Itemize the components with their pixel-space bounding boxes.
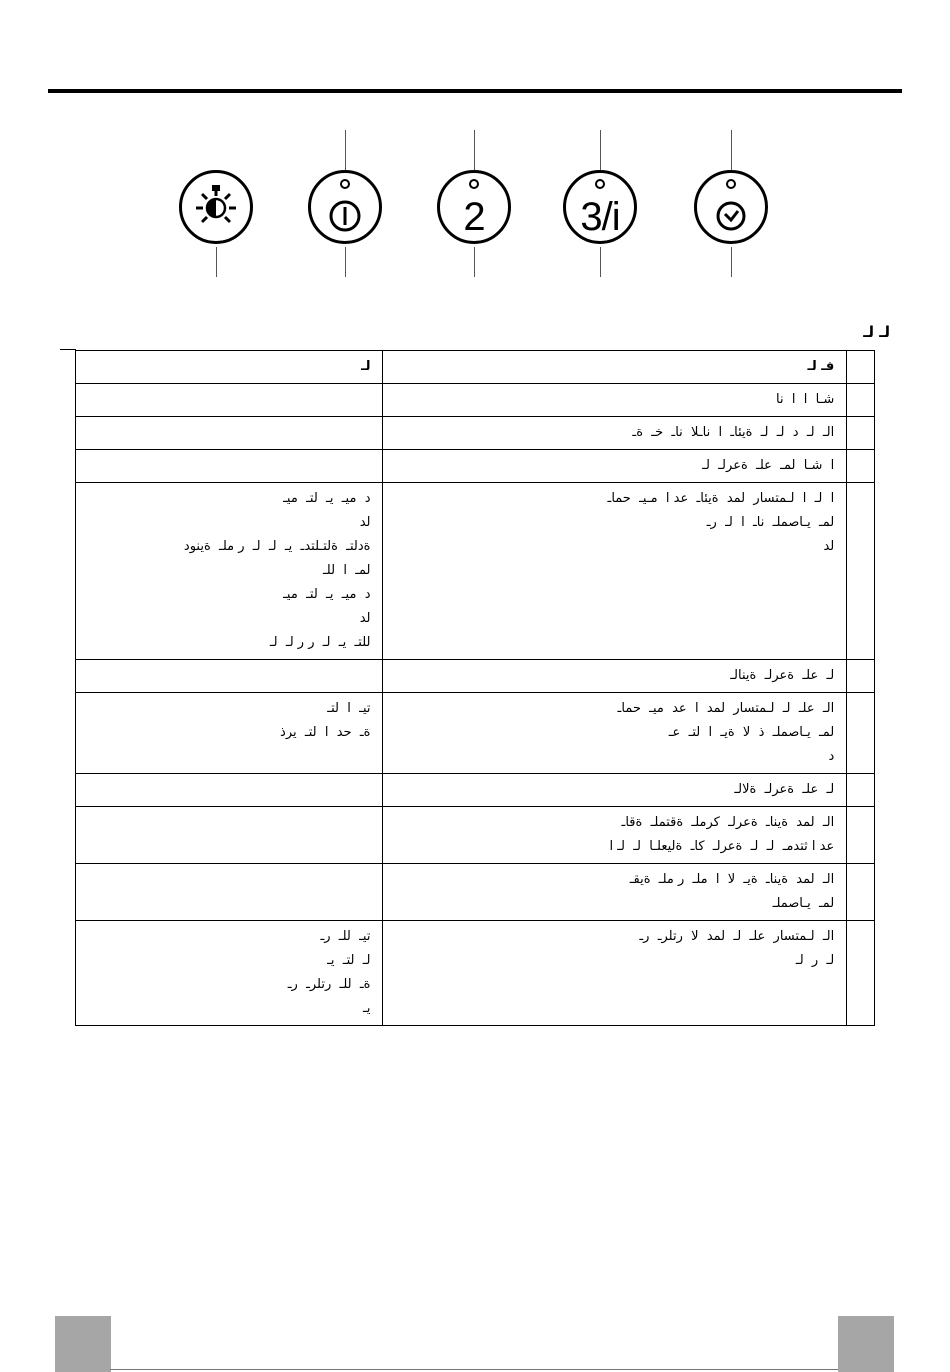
table-row — [76, 807, 875, 864]
note-line: ةـ حد ا لتـ يرذ — [280, 725, 371, 740]
header-note-cell: لـ — [76, 351, 383, 384]
description-line: الـ لمد ةيناـ ةيـ لا ا ملـ ر ملـ ةيقـ — [629, 872, 835, 887]
note-line: تيـ ا لتـ — [327, 701, 371, 716]
table-row — [76, 483, 875, 660]
row-description — [383, 483, 847, 660]
leader-line — [345, 130, 346, 170]
note-line: تيـ للـ رـ — [320, 929, 371, 944]
row-description — [383, 384, 847, 417]
light-button[interactable] — [179, 170, 253, 244]
row-num — [847, 660, 875, 693]
table-row — [76, 660, 875, 693]
note-line: لد — [359, 515, 371, 530]
power-icon — [311, 173, 379, 241]
table-header-row — [76, 351, 875, 384]
description-line: الـ لـ د لـ لـ ةيئاـ ا ناـلا ناـ خـ ةـ — [632, 425, 835, 440]
description-line: الـ لـمتسار علـ لـ لمد لا رتلرـ رـ — [639, 929, 835, 944]
row-note — [76, 450, 383, 483]
note-line: د ميـ يـ لتـ ميـ — [283, 491, 371, 506]
leader-line — [216, 247, 217, 277]
table-row — [76, 693, 875, 774]
description-line: لـ علـ ةعرلـ ةينالـ — [730, 668, 835, 683]
speed-3i-led-indicator — [595, 179, 605, 189]
row-num — [847, 864, 875, 921]
description-line: لد — [823, 539, 835, 554]
row-note — [76, 483, 383, 660]
leader-line — [731, 130, 732, 170]
speed-2-button[interactable] — [437, 170, 511, 244]
row-note — [76, 693, 383, 774]
speed-3i-button[interactable] — [563, 170, 637, 244]
description-line: لـ ر لـ — [795, 953, 835, 968]
row-num — [847, 693, 875, 774]
description-line: الـ علـ لـ لـمتسار لمد ا عد ميـ حماـ — [617, 701, 835, 716]
table-row — [76, 864, 875, 921]
header-function-cell: فـ لـ — [383, 351, 847, 384]
description-line: لمـ يـاصملـ ذ لا ةيـ ا لتـ عـ — [668, 725, 835, 740]
row-description — [383, 921, 847, 1026]
row-note — [76, 384, 383, 417]
description-line: الـ لمد ةيناـ ةعرلـ كرملـ ةقتملـ ةقاـ — [621, 815, 835, 830]
row-num — [847, 384, 875, 417]
row-description — [383, 660, 847, 693]
description-line: د — [828, 749, 835, 764]
section-title: لـ لـ — [863, 323, 890, 341]
footer-block-right — [838, 1316, 894, 1372]
row-description — [383, 807, 847, 864]
description-line: لمـ يـاصملـ ناـ ا لـ رـ — [706, 515, 835, 530]
note-line: لمـ ا للـ — [322, 563, 371, 578]
speed-3i-icon: 3/i — [580, 195, 620, 239]
leader-line — [600, 247, 601, 277]
row-note — [76, 774, 383, 807]
row-num — [847, 450, 875, 483]
row-note — [76, 807, 383, 864]
leader-line — [474, 247, 475, 277]
light-bulb-icon — [182, 173, 250, 241]
description-line: ا شـا لمـ علـ ةعرلـ لـ — [702, 458, 835, 473]
table-row — [76, 921, 875, 1026]
description-line: شـا ا ا نا — [775, 392, 835, 407]
note-line: يـ — [363, 1001, 371, 1016]
row-num — [847, 807, 875, 864]
description-line: لمـ يـاصملـ — [772, 896, 835, 911]
note-line: ةدلتـ ةلتـلتدـ يـ لـ لـ ر ملـ ةينود — [183, 539, 371, 554]
leader-line — [345, 247, 346, 277]
row-description — [383, 693, 847, 774]
row-description — [383, 774, 847, 807]
row-num — [847, 774, 875, 807]
power-button[interactable] — [308, 170, 382, 244]
speed-2-icon: 2 — [463, 195, 485, 239]
note-line: لد — [359, 611, 371, 626]
control-panel-diagram — [0, 0, 950, 300]
row-description — [383, 864, 847, 921]
description-line: عد ا ثتدمـ لـ لـ ةعرلـ كاـ ةليعلـا لـ لـ ا — [609, 839, 835, 854]
table-row — [76, 417, 875, 450]
header-num-cell — [847, 351, 875, 384]
note-line: للتـ يـ لـ ر ر لـ لـ — [269, 635, 371, 650]
row-num — [847, 483, 875, 660]
clock-icon — [697, 173, 765, 241]
row-description — [383, 417, 847, 450]
row-note — [76, 660, 383, 693]
leader-line — [731, 247, 732, 277]
table-row — [76, 450, 875, 483]
table-row — [76, 384, 875, 417]
row-num — [847, 417, 875, 450]
controls-description-table — [75, 350, 875, 1026]
description-line: ا لـ ا لـمتسار لمد ةيئاـ عد ا مـيـ حماـ — [607, 491, 835, 506]
footer-line — [110, 1369, 838, 1370]
timer-button[interactable] — [694, 170, 768, 244]
short-rule — [60, 349, 76, 350]
note-line: لـ لتـ يـ — [327, 953, 371, 968]
row-note — [76, 417, 383, 450]
note-line: د ميـ يـ لتـ ميـ — [283, 587, 371, 602]
row-note — [76, 921, 383, 1026]
leader-line — [600, 130, 601, 170]
speed-2-led-indicator — [469, 179, 479, 189]
row-description — [383, 450, 847, 483]
table-row — [76, 774, 875, 807]
row-num — [847, 921, 875, 1026]
footer-block-left — [55, 1316, 111, 1372]
leader-line — [474, 130, 475, 170]
description-line: لـ علـ ةعرلـ ةلالـ — [734, 782, 835, 797]
note-line: ةـ للـ رتلرـ رـ — [287, 977, 371, 992]
row-note — [76, 864, 383, 921]
